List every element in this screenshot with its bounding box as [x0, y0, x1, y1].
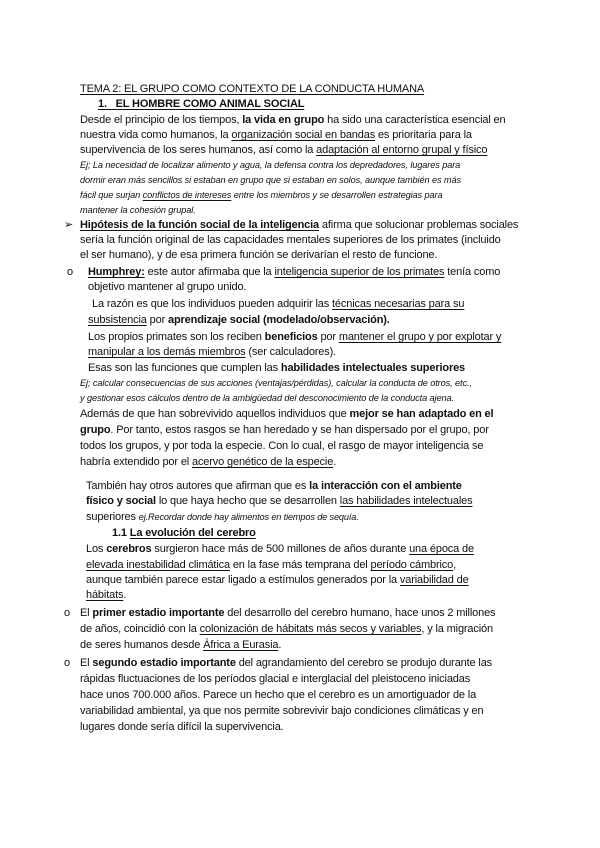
text: afirma que solucionar problemas sociales	[321, 219, 519, 231]
bold-text: la vida en grupo	[242, 114, 325, 126]
text: entre los miembros y se desarrollen estrategias para	[233, 190, 443, 200]
circle-bullet-icon: o	[67, 266, 74, 278]
text: de años, coincidió con la	[80, 623, 197, 635]
paragraph-3-line-3	[86, 510, 359, 525]
text: (ser calculadores).	[248, 346, 337, 358]
hypothesis-line-1	[80, 218, 518, 233]
humphrey-line-5	[88, 330, 501, 345]
bold-text: la interacción con el ambiente	[309, 480, 462, 492]
hypothesis-line-3: el ser humano), y de esa primera función se derivarían el resto de funcione.	[80, 249, 438, 261]
bold-underlined-text: Humphrey:	[88, 266, 145, 278]
bold-text: mejor se han adaptado en el	[349, 408, 494, 420]
underlined-text: elevada inestabilidad climática	[86, 559, 230, 571]
text: ,	[453, 559, 456, 571]
underlined-text: África a Eurasia	[203, 639, 279, 651]
bold-text: físico y social	[86, 495, 156, 507]
text: , y la migración	[421, 623, 493, 635]
circle-bullet-icon: o	[64, 657, 71, 669]
underlined-text: conflictos de intereses	[142, 190, 232, 200]
stage-2-line-4: variabilidad ambiental, ya que nos permite sobrevivir bajo condiciones climáticas y en	[80, 705, 484, 717]
text: habría extendido por el	[80, 456, 190, 468]
text: tenía como	[447, 266, 501, 278]
underlined-text: técnicas necesarias para su	[332, 298, 465, 310]
text: El	[80, 607, 90, 619]
text: por	[320, 331, 336, 343]
text: Los propios primates son los reciben	[88, 331, 262, 343]
text: este autor afirmaba que la	[147, 266, 272, 278]
paragraph-4-line-4	[86, 588, 126, 603]
paragraph-2-line-4	[80, 455, 336, 470]
stage-2-line-2: rápidas fluctuaciones de los períodos glacial e interglacial del pleistoceno iniciadas	[80, 673, 471, 685]
text: es prioritaria para la	[377, 129, 472, 141]
paragraph-1-line-3	[80, 143, 487, 158]
humphrey-line-2: objetivo mantener al grupo unido.	[88, 281, 247, 293]
heading-text: La evolución del cerebro	[129, 527, 256, 539]
underlined-text: las habilidades intelectuales	[339, 495, 473, 507]
underlined-text: hábitats	[86, 589, 124, 601]
text: Esas son las funciones que cumplen las	[88, 362, 278, 374]
underlined-text: adaptación al entorno grupal y físico	[316, 144, 488, 156]
text: También hay otros autores que afirman que es	[86, 480, 307, 492]
underlined-text: variabilidad de	[399, 574, 469, 586]
stage-1-line-3	[80, 638, 281, 653]
stage-2-line-5: lugares donde sería difícil la supervivencia.	[80, 721, 284, 733]
text: .	[123, 589, 127, 601]
text: por	[149, 314, 166, 326]
circle-bullet-icon: o	[64, 607, 71, 619]
text: Además de que han sobrevivido aquellos individuos que	[80, 408, 347, 420]
heading-number: 1.	[98, 98, 107, 110]
underlined-text: mantener el grupo y por explotar y	[338, 331, 502, 343]
humphrey-line-3	[92, 297, 464, 312]
example-1-line-4: mantener la cohesión grupal.	[80, 205, 196, 215]
bold-text: grupo	[80, 424, 111, 436]
text: superiores	[86, 511, 136, 523]
text: Los	[86, 543, 104, 555]
text: del desarrollo del cerebro humano, hace unos 2 millones	[227, 607, 496, 619]
stage-2-line-3: hace unos 700.000 años. Parece un hecho que el cerebro es un amortiguador de la	[80, 689, 477, 701]
bold-text: beneficios	[264, 331, 318, 343]
text: supervivencia de los seres humanos, así como la	[80, 144, 314, 156]
paragraph-4-line-1	[86, 542, 474, 557]
text: fácil que surjan	[80, 190, 141, 200]
section-heading-1-1	[112, 526, 256, 541]
paragraph-2-line-3: todos los grupos, y por toda la especie. Con lo cual, el rasgo de mayor inteligencia se	[80, 440, 484, 452]
underlined-text: colonización de hábitats más secos y variables	[199, 623, 422, 635]
arrow-bullet-icon: ➢	[64, 219, 74, 231]
text: del agrandamiento del cerebro se produjo durante las	[238, 657, 493, 669]
heading-text: EL HOMBRE COMO ANIMAL SOCIAL	[115, 98, 305, 110]
stage-1-line-1	[80, 606, 495, 621]
paragraph-1-line-2	[80, 128, 472, 143]
bold-text: habilidades intelectuales superiores	[280, 362, 466, 374]
italic-example-text: ej.Recordar donde hay alimentos en tiempos de sequía.	[138, 512, 359, 522]
paragraph-2-line-2	[80, 423, 489, 438]
humphrey-line-4	[88, 313, 390, 328]
bold-text: segundo estadio importante	[92, 657, 236, 669]
text: nuestra vida como humanos, la	[80, 129, 229, 141]
example-1-line-1: Ej; La necesidad de localizar alimento y agua, la defensa contra los depredadores, lugares para	[80, 160, 461, 170]
section-heading-1	[98, 97, 304, 112]
underlined-text: manipular a los demás miembros	[88, 346, 246, 358]
text: .	[278, 639, 282, 651]
paragraph-4-line-2	[86, 558, 456, 573]
example-1-line-2: dormir eran más sencillos si estaban en grupo que si estaban en solos, aunque también es más	[80, 175, 461, 185]
underlined-text: inteligencia superior de los primates	[274, 266, 445, 278]
bold-text: primer estadio importante	[92, 607, 225, 619]
paragraph-1-line-1	[80, 113, 506, 128]
text: .	[333, 456, 337, 468]
text: El	[80, 657, 90, 669]
example-2-line-1: Ej; calcular consecuencias de sus acciones (ventajas/pérdidas), calcular la conducta de otros, etc.,	[80, 378, 472, 388]
text: ha sido una característica esencial en	[327, 114, 506, 126]
paragraph-3-line-2	[86, 494, 472, 509]
text: en la fase más temprana del	[232, 559, 368, 571]
text: surgieron hace más de 500 millones de años durante	[154, 543, 407, 555]
humphrey-line-6	[88, 345, 336, 360]
bold-text: cerebros	[106, 543, 152, 555]
document-title: TEMA 2: EL GRUPO COMO CONTEXTO DE LA CONDUCTA HUMANA	[80, 83, 425, 95]
paragraph-4-line-3	[86, 573, 469, 588]
paragraph-3-line-1	[86, 479, 462, 494]
humphrey-line-7	[88, 361, 465, 376]
underlined-text: subsistencia	[88, 314, 147, 326]
underlined-text: período cámbrico	[370, 559, 454, 571]
example-2-line-2: y gestionar esos cálculos dentro de la ambigüedad del desconocimiento de la conducta ajena.	[80, 393, 454, 403]
text: La razón es que los individuos pueden adquirir las	[92, 298, 330, 310]
text: . Por tanto, estos rasgos se han heredado y se han dispersado por el grupo, por	[110, 424, 489, 436]
stage-2-line-1	[80, 656, 492, 671]
underlined-text: organización social en bandas	[231, 129, 376, 141]
bold-text: aprendizaje social (modelado/observación).	[168, 314, 390, 326]
paragraph-2-line-1	[80, 407, 493, 422]
example-1-line-3	[80, 188, 442, 203]
hypothesis-line-2: sería la función original de las capacidades mentales superiores de los primates (incluido	[80, 234, 501, 246]
underlined-text: una época de	[409, 543, 474, 555]
bold-underlined-text: Hipótesis de la función social de la inteligencia	[80, 219, 319, 231]
text: lo que haya hecho que se desarrollen	[158, 495, 337, 507]
text: Desde el principio de los tiempos,	[80, 114, 240, 126]
stage-1-line-2	[80, 622, 493, 637]
underlined-text: acervo genético de la especie	[191, 456, 334, 468]
heading-number: 1.1	[112, 527, 127, 539]
text: de seres humanos desde	[80, 639, 201, 651]
text: aunque también parece estar ligado a estímulos generados por la	[86, 574, 397, 586]
humphrey-line-1	[88, 265, 500, 280]
